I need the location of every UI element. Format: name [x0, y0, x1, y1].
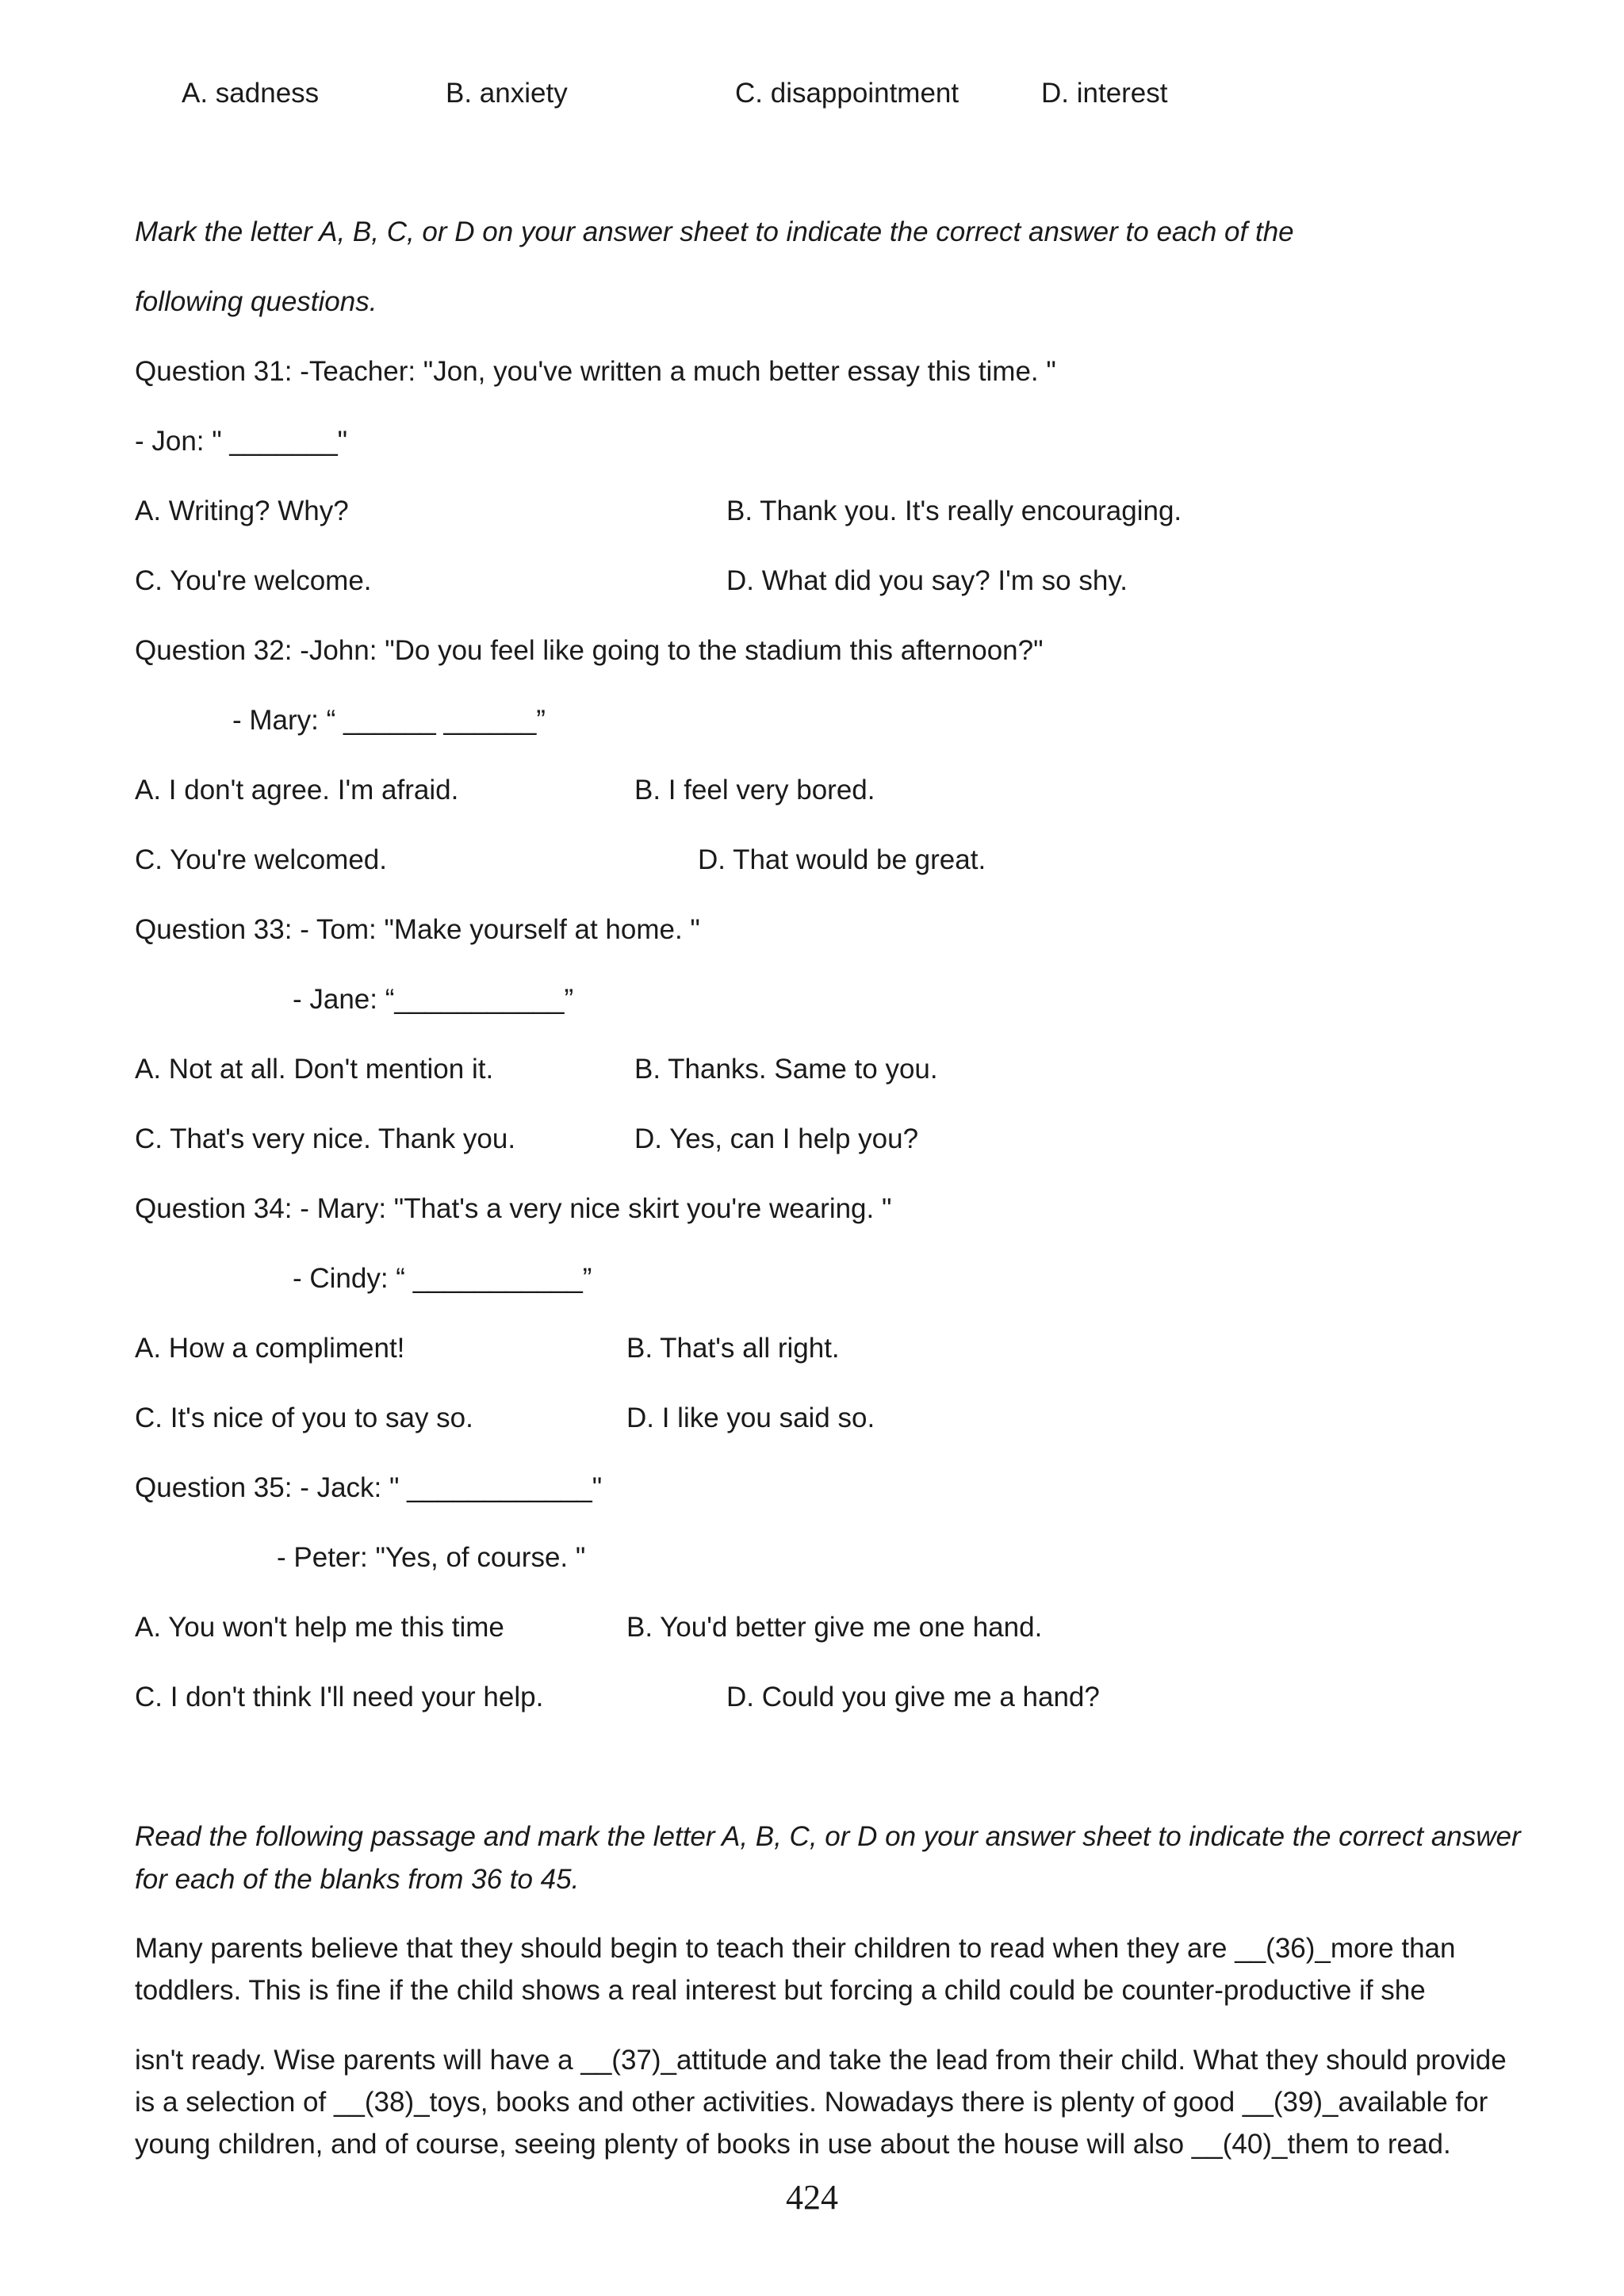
- q35-question: Question 35: - Jack: " ____________": [135, 1472, 603, 1503]
- instruction-1-line-1: Mark the letter A, B, C, or D on your answer sheet to indicate the correct answer to each of the: [135, 216, 1294, 247]
- page-number: 424: [786, 2178, 838, 2217]
- q30-option-b: B. anxiety: [446, 78, 568, 109]
- q32-option-d: D. That would be great.: [698, 844, 986, 875]
- passage-line-1: Many parents believe that they should begin to teach their children to read when they are __(36)_more than: [135, 1933, 1456, 1964]
- instruction-2-line-1: Read the following passage and mark the letter A, B, C, or D on your answer sheet to indicate the correct answer: [135, 1821, 1521, 1852]
- q31-reply: - Jon: " _______": [135, 426, 348, 457]
- q35-option-b: B. You'd better give me one hand.: [626, 1612, 1043, 1643]
- q33-option-a: A. Not at all. Don't mention it.: [135, 1054, 494, 1085]
- q34-option-c: C. It's nice of you to say so.: [135, 1402, 473, 1433]
- q34-question: Question 34: - Mary: "That's a very nice skirt you're wearing. ": [135, 1193, 892, 1224]
- q32-option-c: C. You're welcomed.: [135, 844, 387, 875]
- q34-option-b: B. That's all right.: [626, 1333, 840, 1364]
- passage-line-3: isn't ready. Wise parents will have a __(37)_attitude and take the lead from their child. What they should provide: [135, 2045, 1507, 2076]
- q33-option-b: B. Thanks. Same to you.: [634, 1054, 938, 1085]
- q35-reply: - Peter: "Yes, of course. ": [277, 1542, 586, 1573]
- q34-option-a: A. How a compliment!: [135, 1333, 405, 1364]
- q34-option-d: D. I like you said so.: [626, 1402, 875, 1433]
- q33-option-d: D. Yes, can I help you?: [634, 1123, 919, 1154]
- q33-question: Question 33: - Tom: "Make yourself at home. ": [135, 914, 700, 945]
- q33-option-c: C. That's very nice. Thank you.: [135, 1123, 516, 1154]
- q33-reply: - Jane: “___________”: [293, 984, 574, 1015]
- q32-question: Question 32: -John: "Do you feel like going to the stadium this afternoon?": [135, 635, 1044, 666]
- q31-option-c: C. You're welcome.: [135, 565, 372, 596]
- q35-option-c: C. I don't think I'll need your help.: [135, 1682, 544, 1712]
- q30-option-a: A. sadness: [182, 78, 320, 109]
- q31-option-d: D. What did you say? I'm so shy.: [726, 565, 1128, 596]
- q32-option-a: A. I don't agree. I'm afraid.: [135, 775, 459, 806]
- q32-option-b: B. I feel very bored.: [634, 775, 875, 806]
- passage-line-2: toddlers. This is fine if the child shows a real interest but forcing a child could be counter-productive if she: [135, 1975, 1426, 2006]
- q31-option-b: B. Thank you. It's really encouraging.: [726, 496, 1182, 526]
- q30-option-c: C. disappointment: [735, 78, 959, 109]
- q34-reply: - Cindy: “ ___________”: [293, 1263, 592, 1294]
- q32-reply: - Mary: “ ______ ______”: [232, 705, 546, 736]
- passage-line-5: young children, and of course, seeing plenty of books in use about the house will also __(40)_them to read.: [135, 2129, 1451, 2160]
- instruction-1-line-2: following questions.: [135, 286, 377, 317]
- instruction-2-line-2: for each of the blanks from 36 to 45.: [135, 1864, 580, 1895]
- q35-option-a: A. You won't help me this time: [135, 1612, 504, 1643]
- passage-line-4: is a selection of __(38)_toys, books and other activities. Nowadays there is plenty of good __(39)_available for: [135, 2087, 1488, 2118]
- q35-option-d: D. Could you give me a hand?: [726, 1682, 1100, 1712]
- q31-question: Question 31: -Teacher: "Jon, you've written a much better essay this time. ": [135, 356, 1056, 387]
- q31-option-a: A. Writing? Why?: [135, 496, 349, 526]
- q30-option-d: D. interest: [1041, 78, 1168, 109]
